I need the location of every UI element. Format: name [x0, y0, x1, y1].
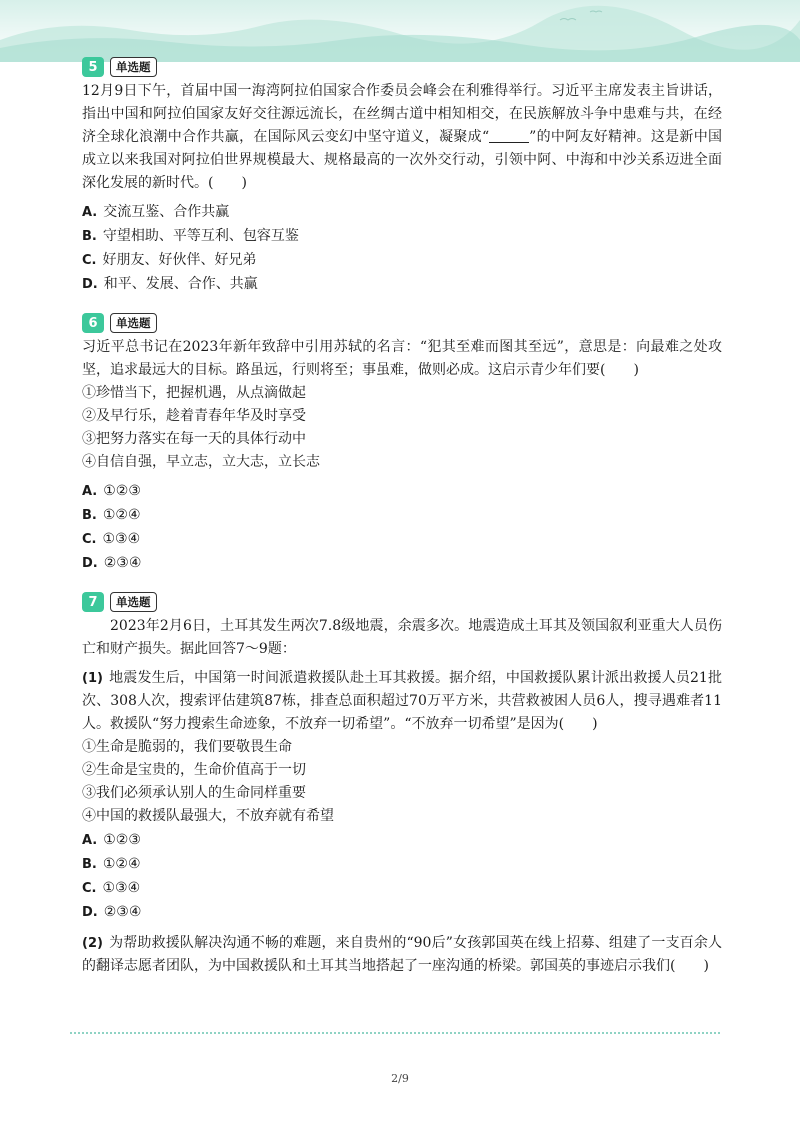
statement-item: ③把努力落实在每一天的具体行动中	[82, 431, 306, 447]
statement-item: ④中国的救援队最强大，不放弃就有希望	[82, 808, 334, 824]
question-stem: 12月9日下午，首届中国一海湾阿拉伯国家合作委员会峰会在利雅得举行。习近平主席发表主旨讲话，指出中国和阿拉伯国家友好交往源远流长，在丝绸古道中相知相交，在民族解放斗争中患难与共，在经济全球化浪潮中合作共赢，在国际风云变幻中坚守道义，凝聚成“ ”的中阿友好精神。这是新中国成立以来我国对阿拉伯世界规模最大、规格最高的一次外交行动，引领中阿、中海和中沙关系迈进全面深化发展的新时代。( )	[82, 83, 722, 191]
option-d: D. ②③④	[82, 904, 142, 920]
option-d: D. 和平、发展、合作、共赢	[82, 276, 258, 292]
footer-divider	[70, 1032, 720, 1034]
option-c: C. ①③④	[82, 880, 141, 896]
option-c: C. ①③④	[82, 531, 141, 547]
statement-item: ②及早行乐，趁着青春年华及时享受	[82, 408, 306, 424]
statement-item: ②生命是宝贵的，生命价值高于一切	[82, 762, 306, 778]
question-header	[82, 591, 722, 613]
sub-question-2-stem: (2) 为帮助救援队解决沟通不畅的难题，来自贵州的“90后”女孩郭国英在线上招募、组建了一支百余人的翻译志愿者团队，为中国救援队和土耳其当地搭起了一座沟通的桥梁。郭国英的事迹启示我们( )	[82, 935, 722, 974]
question-intro: 2023年2月6日，土耳其发生两次7.8级地震，余震多次。地震造成土耳其及领国叙利亚重大人员伤亡和财产损失。据此回答7～9题：	[82, 618, 722, 657]
option-list	[82, 829, 722, 924]
statement-item: ④自信自强，早立志，立大志，立长志	[82, 454, 320, 470]
statement-item: ①珍惜当下，把握机遇，从点滴做起	[82, 385, 306, 401]
option-c: C. 好朋友、好伙伴、好兄弟	[82, 252, 257, 268]
question-6	[82, 312, 722, 575]
option-b: B. ①②④	[82, 856, 141, 872]
fill-in-blank	[489, 128, 529, 143]
option-d: D. ②③④	[82, 555, 142, 571]
statement-item: ①生命是脆弱的，我们要敬畏生命	[82, 739, 292, 755]
question-5	[82, 56, 722, 296]
question-7	[82, 591, 722, 978]
question-number-badge: 6	[82, 313, 104, 333]
page-number: 2/9	[391, 1072, 409, 1085]
question-type-badge: 单选题	[110, 313, 157, 333]
question-type-badge: 单选题	[110, 592, 157, 612]
option-list	[82, 480, 722, 575]
question-type-badge: 单选题	[110, 57, 157, 77]
question-content	[82, 56, 722, 994]
sub-question-1-stem: (1) 地震发生后，中国第一时间派遣救援队赴土耳其救援。据介绍，中国救援队累计派出救援人员21批次、308人次，搜索评估建筑87栋，排查总面积超过70万平方米，共营救被困人员6人，搜寻遇难者11人。救援队“努力搜索生命迹象，不放弃一切希望”。“不放弃一切希望”是因为( )	[82, 670, 722, 732]
question-number-badge: 7	[82, 592, 104, 612]
question-number-badge: 5	[82, 57, 104, 77]
option-b: B. 守望相助、平等互利、包容互鉴	[82, 228, 299, 244]
header-landscape-decoration	[0, 0, 800, 62]
option-a: A. 交流互鉴、合作共赢	[82, 204, 230, 220]
question-header	[82, 312, 722, 334]
question-stem: 习近平总书记在2023年新年致辞中引用苏轼的名言：“犯其至难而图其至远”，意思是：向最难之处攻坚，追求最远大的目标。路虽远，行则将至；事虽难，做则必成。这启示青少年们要( )	[82, 339, 722, 378]
option-a: A. ①②③	[82, 483, 141, 499]
statement-item: ③我们必须承认别人的生命同样重要	[82, 785, 306, 801]
option-b: B. ①②④	[82, 507, 141, 523]
option-a: A. ①②③	[82, 832, 141, 848]
option-list	[82, 201, 722, 296]
question-header	[82, 56, 722, 78]
